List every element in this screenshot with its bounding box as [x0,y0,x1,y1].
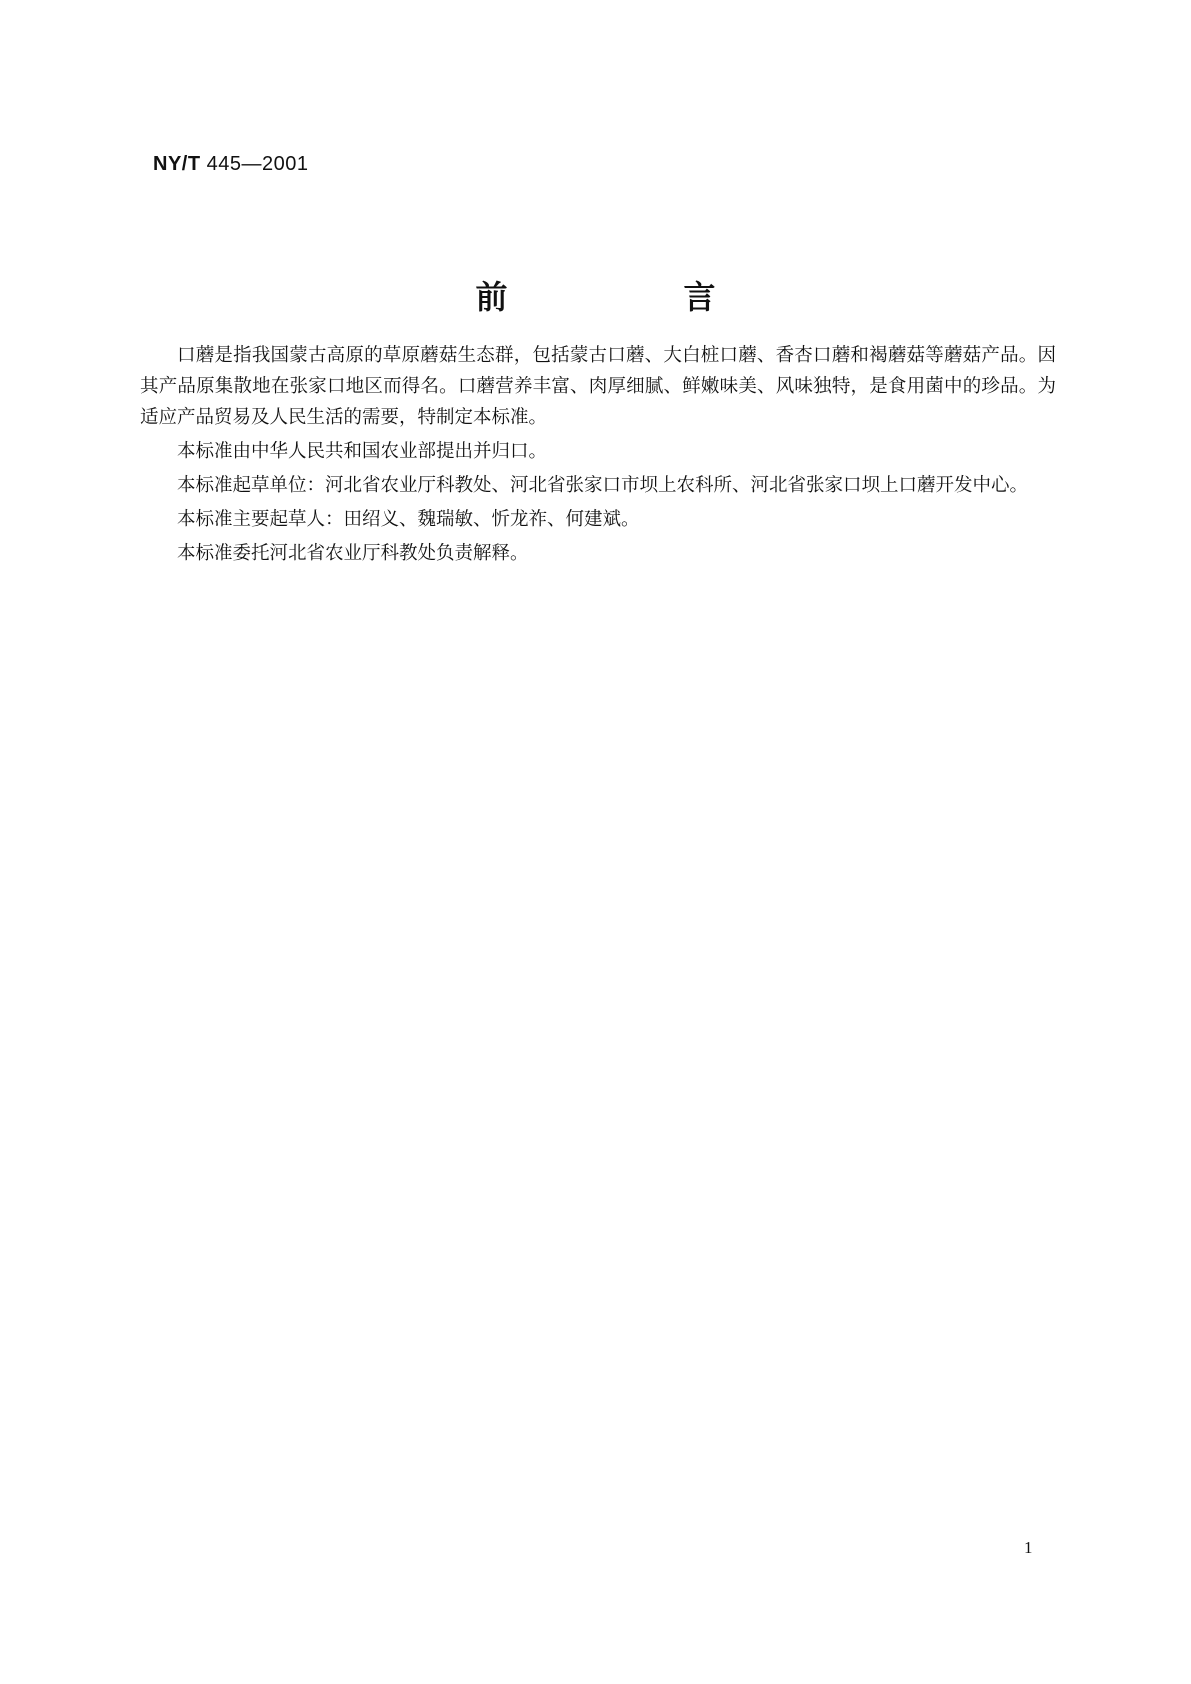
paragraph-interpretation: 本标准委托河北省农业厅科教处负责解释。 [177,543,529,564]
paragraph-introduction: 口蘑是指我国蒙古高原的草原蘑菇生态群，包括蒙古口蘑、大白桩口蘑、香杏口蘑和褐蘑菇等蘑菇产品。因其产品原集散地在张家口地区而得名。口蘑营养丰富、肉厚细腻、鲜嫩味美、风味独特，是食用菌中的珍品。为适应产品贸易及人民生活的需要，特制定本标准。 [140,345,1056,428]
standard-code [153,153,309,176]
paragraph-proposer: 本标准由中华人民共和国农业部提出并归口。 [177,441,548,462]
page-title: 前 言 [475,278,788,316]
paragraph-drafters: 本标准主要起草人：田绍义、魏瑞敏、忻龙祚、何建斌。 [177,509,640,530]
foreword-body [140,340,1056,572]
paragraph-drafting-units: 本标准起草单位：河北省农业厅科教处、河北省张家口市坝上农科所、河北省张家口坝上口蘑开发中心。 [177,475,1029,496]
standard-code-prefix: NY/T [153,153,201,175]
standard-code-number: 445—2001 [206,153,309,175]
page-number: 1 [1024,1538,1033,1557]
